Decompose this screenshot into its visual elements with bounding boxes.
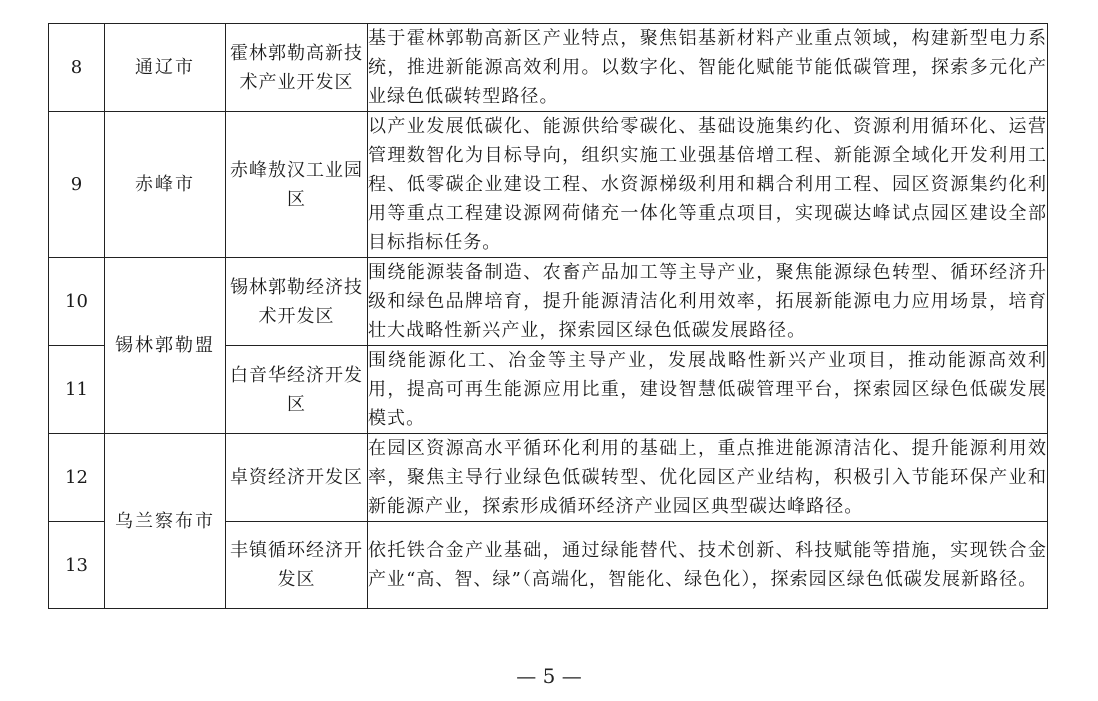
description-cell: 围绕能源化工、冶金等主导产业，发展战略性新兴产业项目，推动能源高效利用，提高可再生能源应用比重，建设智慧低碳管理平台，探索园区绿色低碳发展模式。: [368, 346, 1048, 434]
park-name-cell: 赤峰敖汉工业园区: [226, 112, 368, 258]
description-cell: 依托铁合金产业基础，通过绿能替代、技术创新、科技赋能等措施，实现铁合金产业“高、智、绿”（高端化，智能化、绿色化），探索园区绿色低碳发展新路径。: [368, 522, 1048, 609]
table-row: [49, 434, 1048, 522]
row-number: 12: [49, 434, 105, 522]
city-cell: 赤峰市: [105, 112, 226, 258]
row-number: 8: [49, 24, 105, 112]
park-name-cell: 霍林郭勒高新技术产业开发区: [226, 24, 368, 112]
park-name-cell: 锡林郭勒经济技术开发区: [226, 258, 368, 346]
description-cell: 围绕能源装备制造、农畜产品加工等主导产业，聚焦能源绿色转型、循环经济升级和绿色品牌培育，提升能源清洁化利用效率，拓展新能源电力应用场景，培育壮大战略性新兴产业，探索园区绿色低碳发展路径。: [368, 258, 1048, 346]
table-row: [49, 112, 1048, 258]
city-cell: 乌兰察布市: [105, 434, 226, 609]
table-row: [49, 258, 1048, 346]
city-cell: 通辽市: [105, 24, 226, 112]
row-number: 10: [49, 258, 105, 346]
park-name-cell: 丰镇循环经济开发区: [226, 522, 368, 609]
description-cell: 以产业发展低碳化、能源供给零碳化、基础设施集约化、资源利用循环化、运营管理数智化为目标导向，组织实施工业强基倍增工程、新能源全域化开发利用工程、低零碳企业建设工程、水资源梯级利用和耦合利用工程、园区资源集约化利用等重点工程建设源网荷储充一体化等重点项目，实现碳达峰试点园区建设全部目标指标任务。: [368, 112, 1048, 258]
park-name-cell: 白音华经济开发区: [226, 346, 368, 434]
row-number: 11: [49, 346, 105, 434]
row-number: 9: [49, 112, 105, 258]
table-row: [49, 24, 1048, 112]
city-cell: 锡林郭勒盟: [105, 258, 226, 434]
description-cell: 在园区资源高水平循环化利用的基础上，重点推进能源清洁化、提升能源利用效率，聚焦主导行业绿色低碳转型、优化园区产业结构，积极引入节能环保产业和新能源产业，探索形成循环经济产业园区典型碳达峰路径。: [368, 434, 1048, 522]
pilot-park-table: [48, 23, 1048, 609]
page-number: — 5 —: [516, 664, 582, 688]
park-name-cell: 卓资经济开发区: [226, 434, 368, 522]
description-cell: 基于霍林郭勒高新区产业特点，聚焦铝基新材料产业重点领域，构建新型电力系统，推进新能源高效利用。以数字化、智能化赋能节能低碳管理，探索多元化产业绿色低碳转型路径。: [368, 24, 1048, 112]
row-number: 13: [49, 522, 105, 609]
